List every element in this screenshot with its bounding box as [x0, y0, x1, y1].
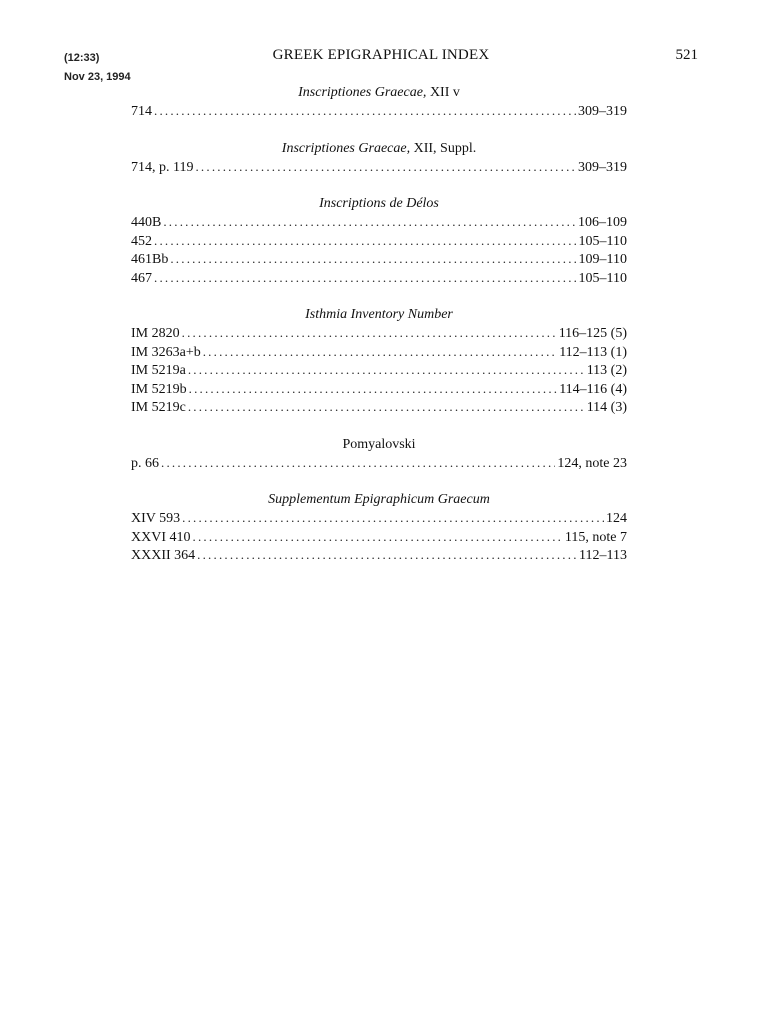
entry-pages: 114 (3): [586, 400, 627, 415]
section-title-italic: Inscriptiones Graecae,: [298, 85, 427, 100]
dot-leader: [161, 454, 555, 472]
index-entry: [131, 158, 627, 177]
dot-leader: [188, 398, 585, 416]
index-section: [131, 306, 627, 417]
section-title: [131, 84, 627, 101]
entry-pages: 115, note 7: [564, 529, 627, 545]
entry-pages: 105–110: [578, 233, 627, 249]
entry-reference: IM 5219b: [131, 381, 187, 397]
index-section: [131, 436, 627, 473]
section-title-roman: Pomyalovski: [342, 436, 416, 452]
entry-pages: 114–116 (4): [559, 381, 627, 397]
index-entry: [131, 361, 627, 380]
index-entry: [131, 324, 627, 343]
dot-leader: [154, 269, 577, 287]
entry-pages: 309–319: [578, 104, 627, 119]
stamp-time: (12:33): [64, 52, 100, 64]
dot-leader: [197, 546, 577, 564]
section-title-roman: XII, Suppl.: [410, 140, 477, 156]
entry-pages: 124: [606, 511, 627, 526]
index-entry: [131, 213, 627, 232]
entry-reference: 461Bb: [131, 252, 169, 267]
entry-reference: IM 3263a+b: [131, 344, 201, 360]
entry-reference: 452: [131, 233, 152, 249]
dot-leader: [193, 528, 563, 546]
index-entry: [131, 102, 627, 121]
index-entry: [131, 343, 627, 362]
entry-reference: XXXII 364: [131, 548, 196, 563]
dot-leader: [182, 509, 604, 527]
dot-leader: [189, 380, 558, 398]
entry-reference: IM 5219c: [131, 400, 186, 415]
running-head: GREEK EPIGRAPHICAL INDEX: [272, 47, 490, 63]
index-entry: [131, 232, 627, 251]
entry-reference: 714: [131, 104, 152, 119]
dot-leader: [163, 213, 576, 231]
index-entry: [131, 380, 627, 399]
entry-reference: 467: [131, 270, 152, 286]
entry-pages: 109–110: [578, 252, 627, 267]
dot-leader: [195, 158, 576, 176]
entry-reference: IM 2820: [131, 326, 180, 341]
entry-pages: 116–125 (5): [558, 326, 627, 341]
entry-pages: 113 (2): [586, 363, 627, 378]
page-number: 521: [675, 47, 698, 63]
index-entry: [131, 269, 627, 288]
dot-leader: [170, 250, 576, 268]
entry-reference: 440B: [131, 215, 162, 230]
stamp-date: Nov 23, 1994: [64, 71, 131, 83]
index-section: [131, 140, 627, 177]
index-section: [131, 491, 627, 565]
entry-reference: XXVI 410: [131, 529, 191, 545]
dot-leader: [154, 102, 576, 120]
entry-reference: p. 66: [131, 455, 159, 471]
index-entry: [131, 546, 627, 565]
entry-reference: IM 5219a: [131, 363, 186, 378]
dot-leader: [154, 232, 577, 250]
index-content: [131, 84, 627, 584]
entry-pages: 105–110: [578, 270, 627, 286]
index-entry: [131, 250, 627, 269]
section-title-roman: XII v: [426, 85, 460, 100]
dot-leader: [203, 343, 557, 361]
section-title-italic: Isthmia Inventory Number: [305, 307, 453, 322]
index-entry: [131, 454, 627, 473]
section-title: [131, 140, 627, 157]
index-section: [131, 195, 627, 287]
section-title-italic: Supplementum Epigraphicum Graecum: [268, 492, 490, 507]
section-title: [131, 491, 627, 508]
index-entry: [131, 398, 627, 417]
section-title-italic: Inscriptions de Délos: [319, 196, 439, 211]
section-title: [131, 436, 627, 453]
index-section: [131, 84, 627, 121]
entry-reference: XIV 593: [131, 511, 181, 526]
entry-pages: 106–109: [578, 215, 627, 230]
section-title: [131, 195, 627, 212]
index-entry: [131, 528, 627, 547]
section-title: [131, 306, 627, 323]
entry-pages: 124, note 23: [557, 455, 627, 471]
dot-leader: [182, 324, 557, 342]
section-title-italic: Inscriptiones Graecae,: [281, 140, 411, 156]
entry-pages: 112–113: [579, 548, 627, 563]
dot-leader: [188, 361, 585, 379]
entry-pages: 309–319: [578, 159, 627, 175]
entry-reference: 714, p. 119: [131, 159, 194, 175]
index-entry: [131, 509, 627, 528]
entry-pages: 112–113 (1): [559, 344, 627, 360]
